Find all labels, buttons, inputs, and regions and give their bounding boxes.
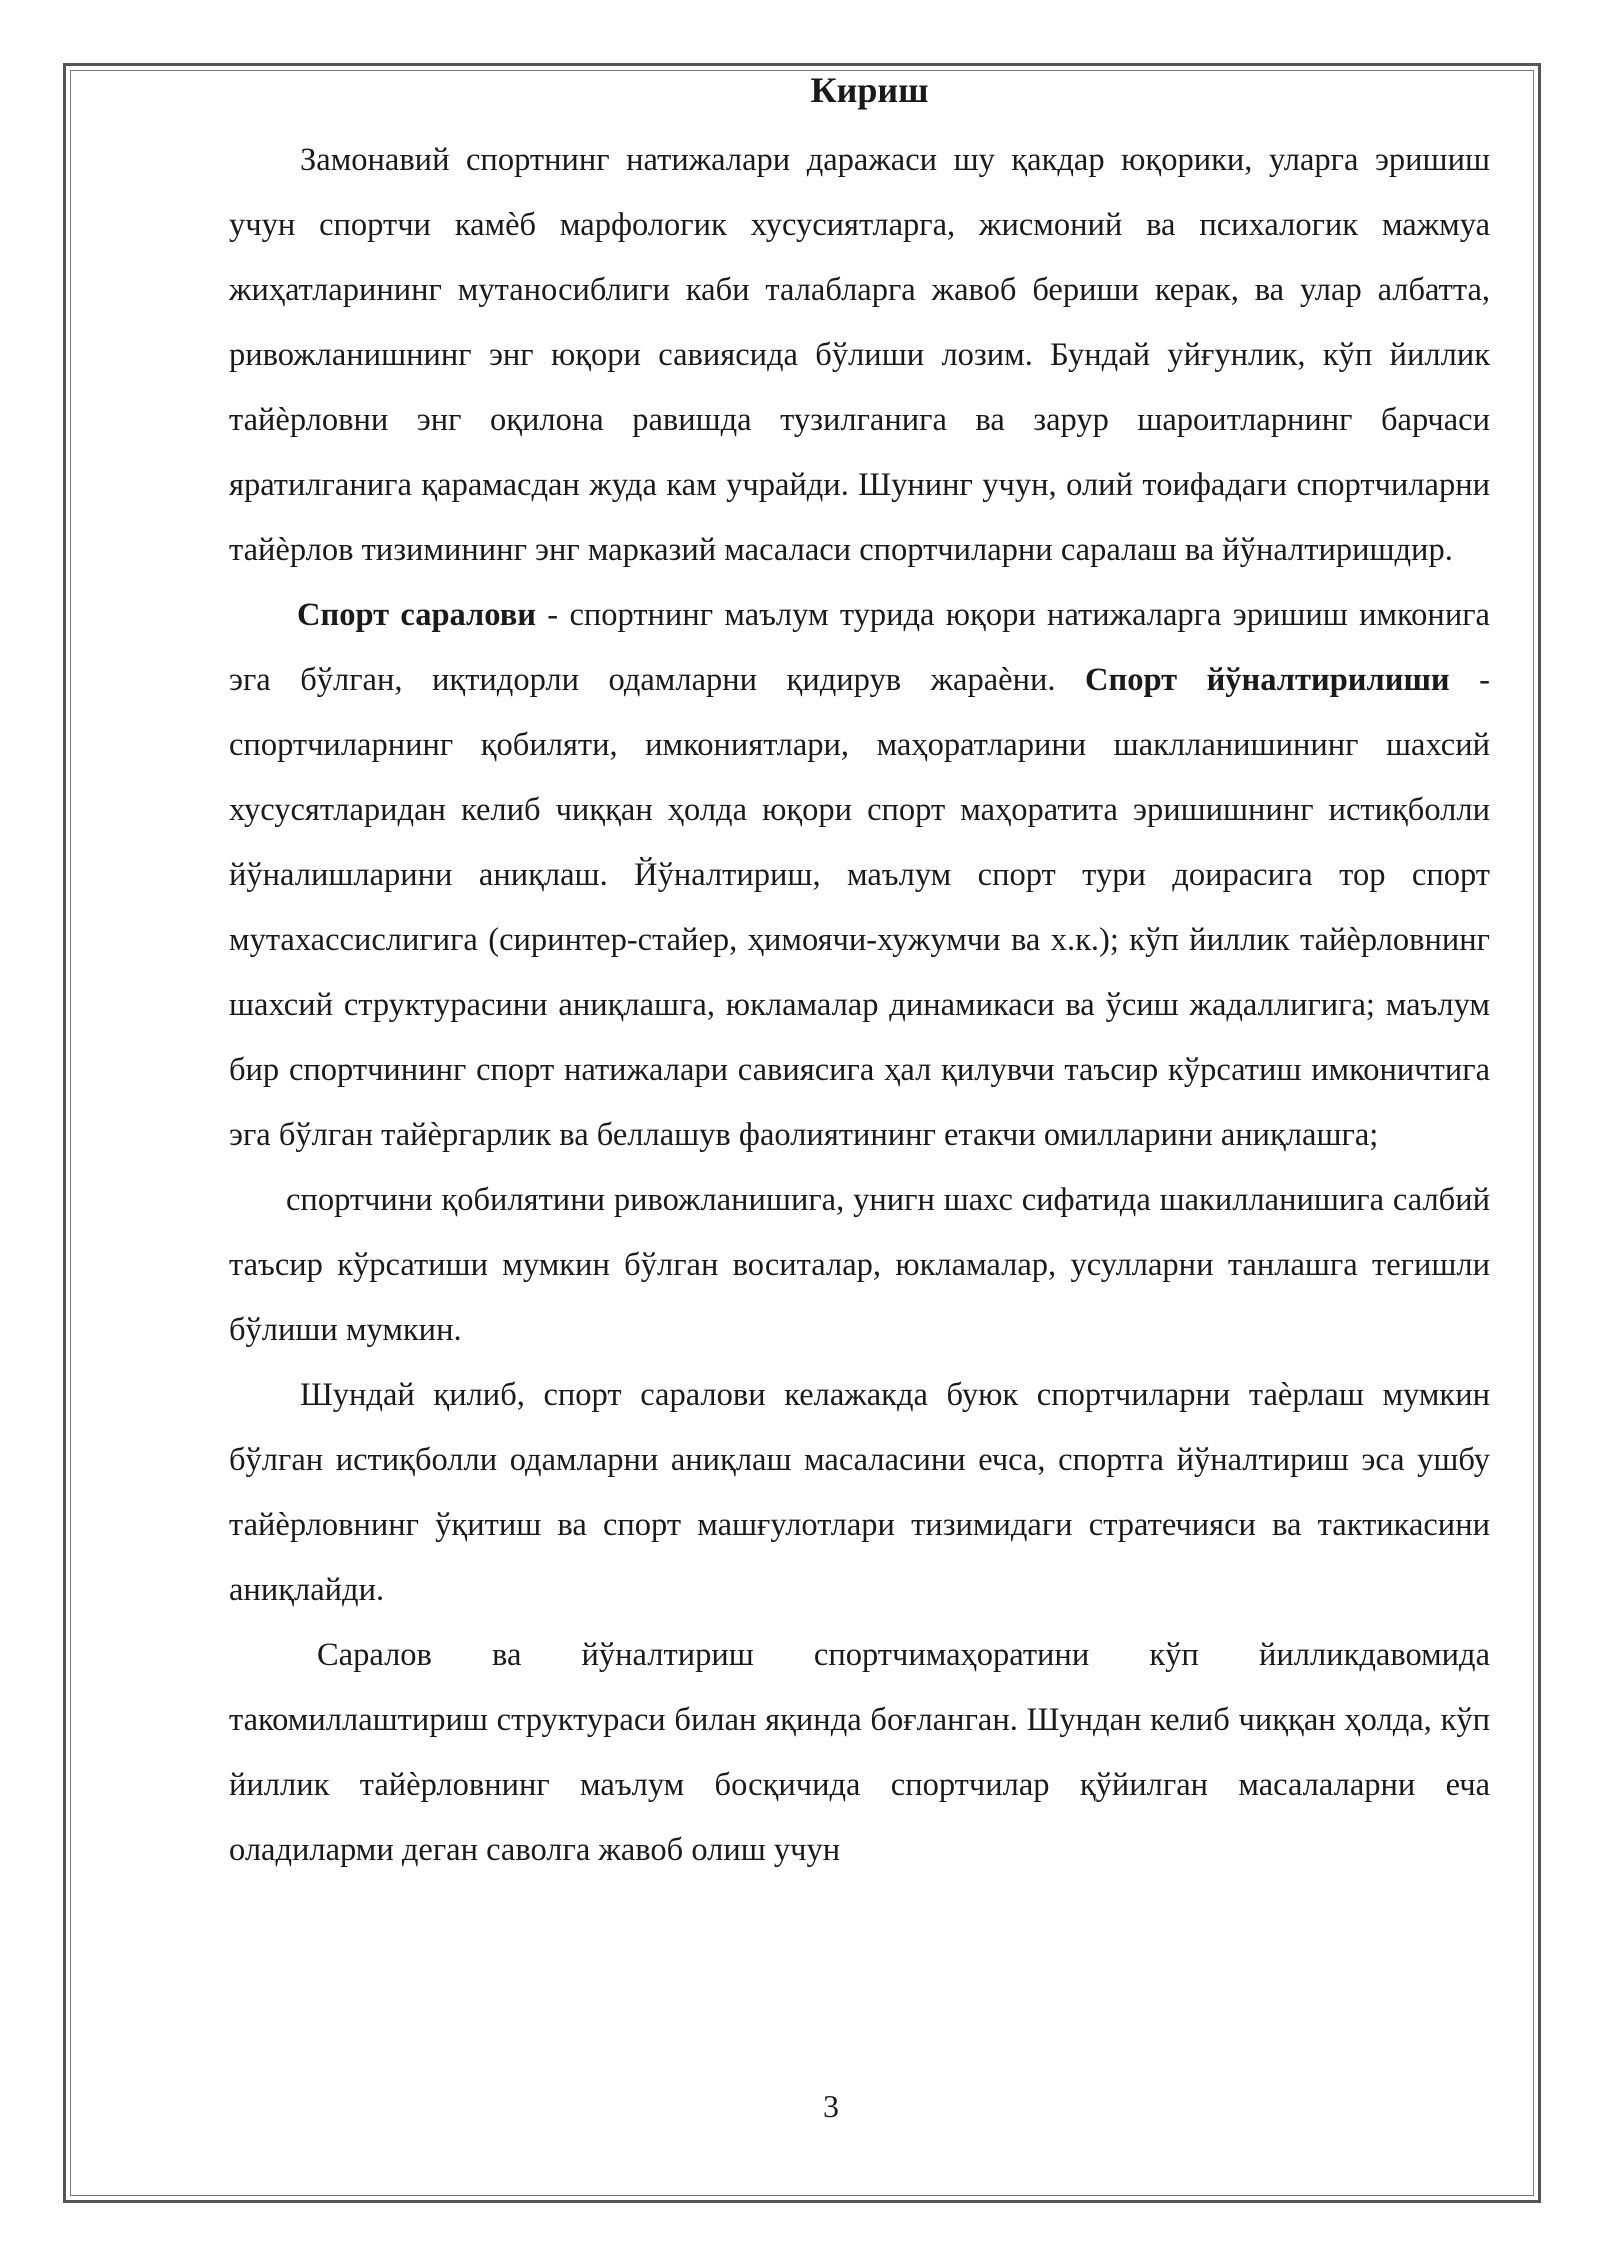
paragraph-text: Замонавий спортнинг натижалари даражаси шу қакдар юқорики, уларга эришиш учун спортчи камѐб марфологик хусусиятларга, жисмоний ва психалогик мажмуа жиҳатларининг мутаносиблиги каби талабларга жавоб бериши керак, ва улар албатта, ривожланишнинг энг юқори савиясида бўлиши лозим. Бундай уйғунлик, кўп йиллик тайѐрловни энг оқилона равишда тузилганига ва зарур шароитларнинг барчаси яратилганига қарамасдан жуда кам учрайди. Шунинг учун, олий тоифадаги спортчиларни тайѐрлов тизимининг энг марказий масаласи спортчиларни саралаш ва йўналтиришдир. (229, 142, 1490, 568)
term-sport-orientation: Спорт йўналтирилиши (1085, 662, 1450, 698)
paragraph-text: спортчини қобилятини ривожланишига, унигн шахс сифатида шакилланишига салбий таъсир кўрсатиши мумкин бўлган воситалар, юкламалар, усулларни танлашга тегишли бўлиши мумкин. (229, 1182, 1490, 1348)
paragraph-text: Саралов ва йўналтириш спортчимаҳоратини кўп йилликдавомида такомиллаштириш структураси билан яқинда боғланган. Шундан келиб чиққан ҳолда, кўп йиллик тайѐрловнинг маълум босқичида спортчилар қўйилган масалаларни еча оладиларми деган саволга жавоб олиш учун (229, 1637, 1490, 1868)
paragraph-intro (229, 128, 1490, 583)
page-number: 3 (823, 2088, 839, 2124)
paragraph-structure (229, 1623, 1490, 1883)
paragraph-text: Шундай қилиб, спорт саралови келажакда буюк спортчиларни таѐрлаш мумкин бўлган истиқболли одамларни аниқлаш масаласини ечса, спортга йўналтириш эса ушбу тайѐрловнинг ўқитиш ва спорт машғулотлари тизимидаги стратечияси ва тактикасини аниқлайди. (229, 1377, 1490, 1608)
paragraph-continuation (229, 1168, 1490, 1363)
document-body (229, 62, 1490, 1883)
term-sport-selection: Спорт саралови (297, 597, 536, 633)
paragraph-summary (229, 1363, 1490, 1623)
document-title: Кириш (810, 70, 929, 110)
paragraph-text: - спортчиларнинг қобиляти, имкониятлари, маҳоратларини шаклланишининг шахсий хусусятларидан келиб чиққан ҳолда юқори спорт маҳоратита эришишнинг истиқболли йўналишларини аниқлаш. Йўналтириш, маълум спорт тури доирасига тор спорт мутахассислигига (сиринтер-стайер, ҳимоячи-хужумчи ва х.к.); кўп йиллик тайѐрловнинг шахсий структурасини аниқлашга, юкламалар динамикаси ва ўсиш жадаллигига; маълум бир спортчининг спорт натижалари савиясига ҳал қилувчи таъсир кўрсатиш имконичтига эга бўлган тайѐргарлик ва беллашув фаолиятининг етакчи омилларини аниқлашга; (229, 662, 1490, 1153)
paragraph-definitions (229, 583, 1490, 1168)
paragraph-text: - спортнинг маълум турида юқори натижаларга эришиш имконига эга бўлган, иқтидорли одамларни қидирув жараѐни. (229, 597, 1490, 698)
